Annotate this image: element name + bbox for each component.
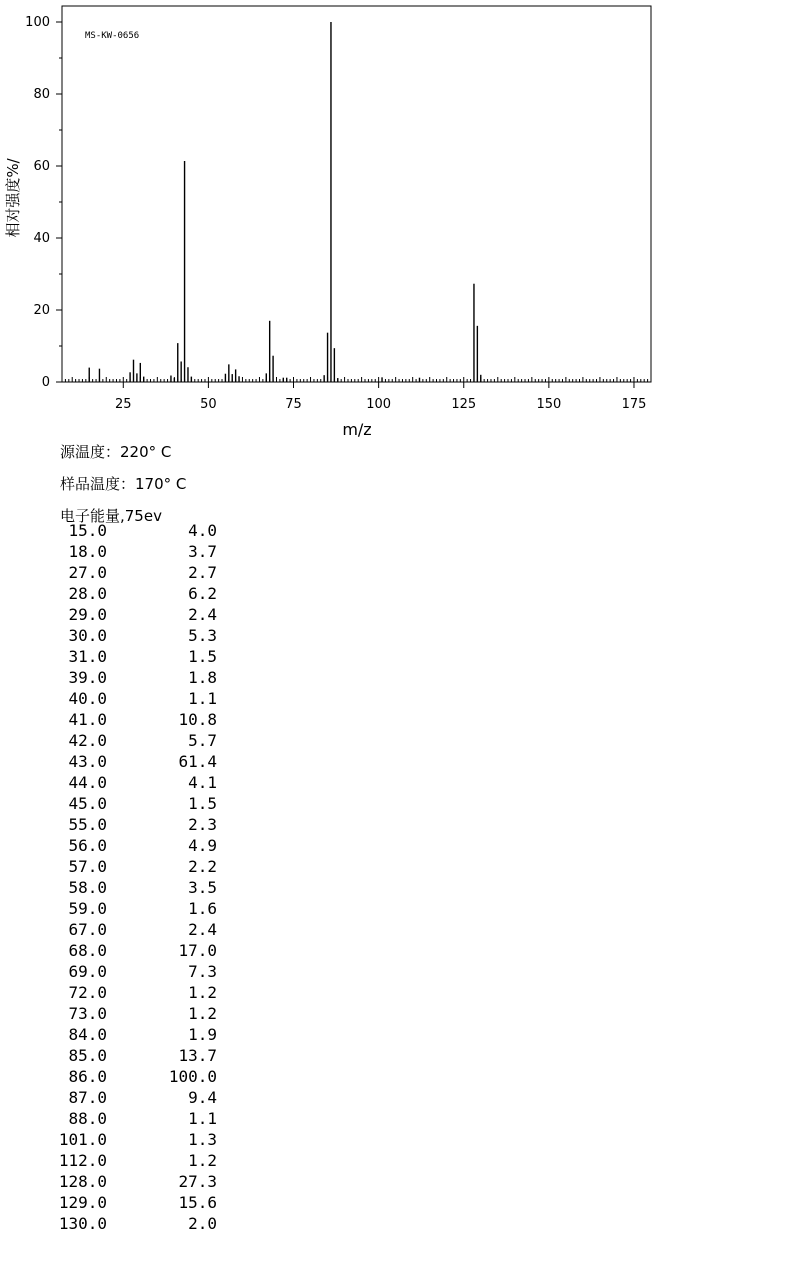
peak-intensity: 1.1 [188,689,217,708]
peak-row [52,688,217,709]
peak-mz: 39.0 [68,668,107,687]
peak-mz: 88.0 [68,1109,107,1128]
mass-spectrum-chart [0,0,794,445]
peak-intensity: 2.4 [188,605,217,624]
peak-intensity: 100.0 [168,1067,217,1086]
spectrum-id-label: MS-KW-0656 [85,31,140,41]
peak-mz: 73.0 [68,1004,107,1023]
peak-intensity: 61.4 [178,752,217,771]
peak-intensity: 1.5 [188,647,217,666]
peak-mz: 57.0 [68,857,107,876]
peak-mz: 67.0 [68,920,107,939]
y-axis-ticks [25,15,62,390]
peak-mz: 45.0 [68,794,107,813]
peak-intensity: 4.0 [188,521,217,540]
peak-row [52,520,217,541]
y-tick-label: 100 [25,15,50,30]
peak-intensity: 3.7 [188,542,217,561]
peak-intensity: 1.1 [188,1109,217,1128]
peak-intensity: 1.9 [188,1025,217,1044]
peak-mz: 72.0 [68,983,107,1002]
peak-intensity: 2.0 [188,1214,217,1233]
peak-row [52,1150,217,1171]
peak-intensity: 2.4 [188,920,217,939]
peak-mz: 31.0 [68,647,107,666]
peak-row [52,1045,217,1066]
peak-intensity: 5.3 [188,626,217,645]
peak-row [52,1003,217,1024]
peak-mz: 29.0 [68,605,107,624]
peak-row [52,541,217,562]
peak-mz: 68.0 [68,941,107,960]
peak-row [52,793,217,814]
peak-mz: 69.0 [68,962,107,981]
peak-intensity: 17.0 [178,941,217,960]
peak-mz: 15.0 [68,521,107,540]
peak-row [52,1066,217,1087]
peak-mz: 87.0 [68,1088,107,1107]
peak-mz: 30.0 [68,626,107,645]
peak-row [52,667,217,688]
peak-row [52,751,217,772]
peak-mz: 40.0 [68,689,107,708]
peak-row [52,940,217,961]
peak-intensity: 15.6 [178,1193,217,1212]
peak-intensity: 1.2 [188,983,217,1002]
peak-intensity: 1.6 [188,899,217,918]
peak-mz: 58.0 [68,878,107,897]
x-tick-label: 150 [536,397,562,412]
peak-row [52,1108,217,1129]
y-tick-label: 80 [33,87,50,102]
peak-mz: 86.0 [68,1067,107,1086]
peak-mz: 44.0 [68,773,107,792]
peak-intensity: 1.8 [188,668,217,687]
peak-mz: 56.0 [68,836,107,855]
peak-row [52,982,217,1003]
peak-row [52,1087,217,1108]
peak-row [52,709,217,730]
peak-intensity: 4.1 [188,773,217,792]
electron-energy: 电子能量,75ev [60,507,162,525]
y-tick-label: 60 [33,159,50,174]
peak-intensity: 9.4 [188,1088,217,1107]
peak-intensity: 2.2 [188,857,217,876]
x-minor-ticks [62,377,651,382]
peak-mz: 101.0 [58,1130,107,1149]
peak-mz: 59.0 [68,899,107,918]
peak-row [52,1171,217,1192]
y-tick-label: 40 [33,231,50,246]
x-tick-label: 25 [115,397,132,412]
x-tick-label: 50 [200,397,217,412]
y-axis-label: 相对强度%/ [4,158,22,238]
peak-row [52,583,217,604]
peak-row [52,1213,217,1234]
x-tick-label: 125 [451,397,477,412]
peak-row [52,1192,217,1213]
peak-mz: 27.0 [68,563,107,582]
sample-temperature: 样品温度：170° C [60,475,187,493]
peak-intensity: 2.3 [188,815,217,834]
peak-mz: 130.0 [58,1214,107,1233]
peak-row [52,562,217,583]
peak-mz: 42.0 [68,731,107,750]
peak-row [52,814,217,835]
x-tick-label: 175 [621,397,647,412]
peak-mz: 85.0 [68,1046,107,1065]
peak-row [52,1024,217,1045]
peak-intensity: 2.7 [188,563,217,582]
x-axis-ticks [115,382,646,412]
x-tick-label: 100 [366,397,392,412]
peak-mz: 41.0 [68,710,107,729]
peak-mz: 128.0 [58,1172,107,1191]
peak-row [52,835,217,856]
peak-row [52,898,217,919]
peak-intensity: 6.2 [188,584,217,603]
source-temperature: 源温度：220° C [60,443,172,461]
peak-mz: 129.0 [58,1193,107,1212]
x-tick-label: 75 [285,397,302,412]
peak-row [52,919,217,940]
peak-mz: 84.0 [68,1025,107,1044]
peak-mz: 112.0 [58,1151,107,1170]
x-axis-label: m/z [342,420,372,439]
peak-intensity: 4.9 [188,836,217,855]
peak-row [52,625,217,646]
peak-intensity: 10.8 [178,710,217,729]
plot-frame [62,6,651,382]
peak-mz: 43.0 [68,752,107,771]
peak-intensity: 1.5 [188,794,217,813]
peak-row [52,646,217,667]
y-tick-label: 20 [33,303,50,318]
peak-intensity: 7.3 [188,962,217,981]
peak-intensity: 3.5 [188,878,217,897]
peak-mz: 18.0 [68,542,107,561]
peak-list [52,520,217,1234]
peak-row [52,1129,217,1150]
peak-intensity: 5.7 [188,731,217,750]
peak-intensity: 1.2 [188,1151,217,1170]
peak-intensity: 1.3 [188,1130,217,1149]
peak-row [52,856,217,877]
peak-bars [89,22,481,382]
peak-row [52,730,217,751]
peak-intensity: 27.3 [178,1172,217,1191]
y-tick-label: 0 [41,375,50,390]
peak-row [52,877,217,898]
peak-mz: 55.0 [68,815,107,834]
peak-row [52,772,217,793]
peak-mz: 28.0 [68,584,107,603]
peak-row [52,961,217,982]
peak-intensity: 1.2 [188,1004,217,1023]
peak-intensity: 13.7 [178,1046,217,1065]
peak-row [52,604,217,625]
